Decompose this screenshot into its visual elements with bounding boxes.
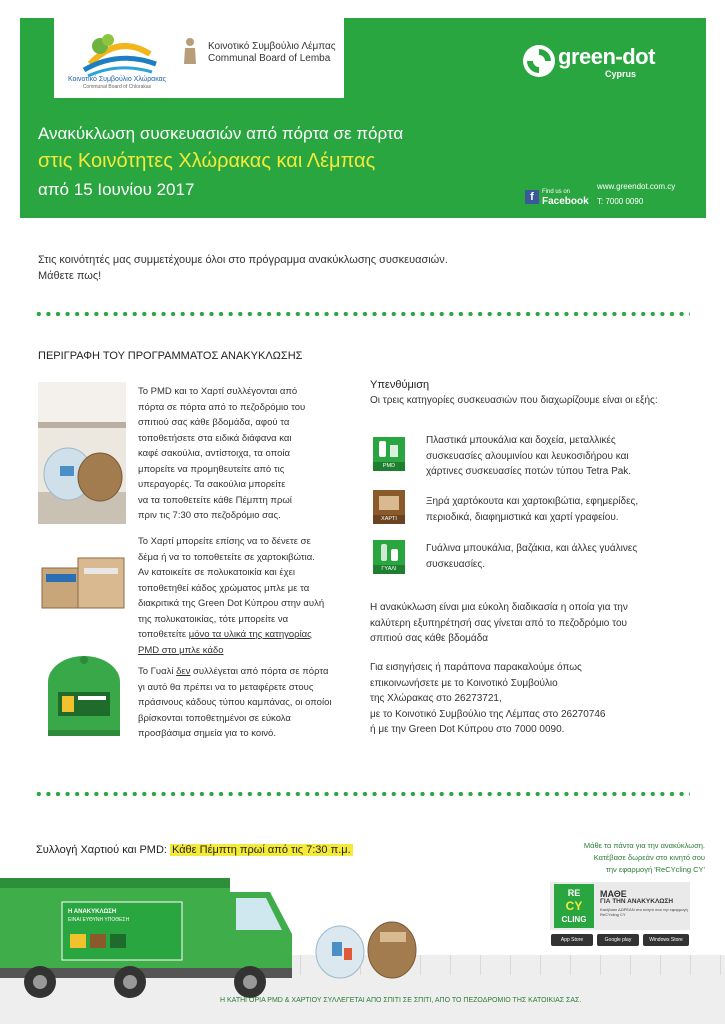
chlorakas-logo-sub: Communal Board of Chlorakas <box>82 84 152 90</box>
brand-name: green-dot <box>558 44 655 69</box>
lemba-council-name-en: Communal Board of Lemba <box>208 53 331 64</box>
app-subtitle: ΓΙΑ ΤΗΝ ΑΝΑΚΥΚΛΩΣΗ <box>600 898 674 905</box>
app-description: Κατέβασε ΔΩΡΕΑΝ στο κινητό σου την εφαρμογή ReCYcling CY <box>600 907 688 917</box>
header-title-line1: Ανακύκλωση συσκευασιών από πόρτα σε πόρτα <box>38 124 404 143</box>
lemba-council-name-gr: Κοινοτικό Συμβούλιο Λέμπας <box>208 41 336 52</box>
recycling-truck-illustration <box>0 872 300 1002</box>
paragraph-pmd-paper: Το PMD και το Χαρτί συλλέγονται από πόρτα σε πόρτα από το πεζοδρόμιο του σπιτιού σας κάθε βδομάδα, αφού τα τοποθετήσετε στα ειδικά διάφανα και καφέ σακούλια, αντίστοιχα, τα οποία μπορείτε να προμηθευτείτε από τις υπεραγορές. Τα σακούλια μπορείτε να τα τοποθετείτε κάθε Πέμπτη πρωί πριν τις 7:30 στο πεζοδρόμιο σας. <box>138 386 306 521</box>
truck-slogan-line2: ΕΙΝΑΙ ΕΥΘΥΝΗ ΥΠΟΘΕΣΗ <box>68 917 130 923</box>
svg-text:RE: RE <box>567 888 581 898</box>
intro-line1: Στις κοινότητές μας συμμετέχουμε όλοι στο πρόγραμμα ανακύκλωσης συσκευασιών. <box>38 254 448 266</box>
svg-text:CY: CY <box>565 899 583 913</box>
app-store-button[interactable]: App Store <box>551 934 593 946</box>
paper-bundles-photo <box>38 544 128 620</box>
app-promo-text: Μάθε τα πάντα για την ανακύκλωση. Κατέβασε δωρεάν στο κινητό σου την εφαρμογή 'ReCYcling CY' <box>583 841 705 874</box>
contact-paragraph: Για εισηγήσεις ή παράπονα παρακαλούμε όπως επικοινωνήσετε με το Κοινοτικό Συμβούλιο της Χλώρακας στο 26273721, με το Κοινοτικό Συμβούλιο της Λέμπας στο 26270746 ή με την Green Dot Κύπρου στο 7000 0090. <box>370 662 606 735</box>
google-play-button[interactable]: Google play <box>597 934 639 946</box>
collection-bags-illustration <box>310 914 420 980</box>
paragraph-paper: Το Χαρτί μπορείτε επίσης να το δένετε σε δέμα ή να το τοποθετείτε σε χαρτοκιβώτια. Αν κατοικείτε σε πολυκατοικία και έχει τοποθετηθεί κάδος χρώματος μπλε με τα διακριτικά της Green Dot Κύπρου στην αυλή της πολυκατοικίας, τότε μπορείτε να τοποθετείτε μόνο τα υλικά της κατηγορίας PMD στο μπλε κάδο <box>138 536 325 656</box>
paragraph-glass: Το Γυαλί δεν συλλέγεται από πόρτα σε πόρτα γι αυτό θα πρέπει να το μεταφέρετε στους πράσινους κάδους τύπου καμπάνας, οι οποίοι βρίσκονται τοποθετημένοι σε εύκολα προσβάσιμα σημεία για το κοινό. <box>138 666 332 739</box>
dotted-divider <box>34 792 690 796</box>
reminder-subtitle: Οι τρεις κατηγορίες συσκευασιών που διαχωρίζουμε είναι οι εξής: <box>370 395 658 406</box>
reminder-title: Υπενθύμιση <box>370 379 430 391</box>
easy-recycling-paragraph: Η ανακύκλωση είναι μια εύκολη διαδικασία η οποία για την καλύτερη εξυπηρέτησή σας γίνεται από το πεζοδρόμιο του σπιτιού σας κάθε βδομάδα <box>370 602 628 644</box>
header-title-line3: από 15 Ιουνίου 2017 <box>38 180 195 199</box>
windows-store-button[interactable]: Windows Store <box>643 934 689 946</box>
dotted-divider <box>34 312 690 316</box>
footer-note: Η ΚΑΤΗΓΟΡΙΑ PMD & ΧΑΡΤΙΟΥ ΣΥΛΛΕΓΕΤΑΙ ΑΠΟ ΣΠΙΤΙ ΣΕ ΣΠΙΤΙ, ΑΠΟ ΤΟ ΠΕΖΟΔΡΟΜΙΟ ΤΗΣ ΚΑΤΟΙΚΙΑΣ ΣΑΣ. <box>220 997 582 1004</box>
lemba-emblem-icon <box>182 36 198 66</box>
pmd-category-icon: PMD <box>373 437 405 471</box>
chlorakas-logo <box>70 24 166 84</box>
facebook-icon[interactable]: f <box>525 190 539 204</box>
phone-number: T: 7000 0090 <box>597 197 644 206</box>
website-link[interactable]: www.greendot.com.cy <box>597 182 676 191</box>
glass-category-icon: ΓΥΑΛΙ <box>373 540 405 574</box>
recycling-bags-photo <box>38 382 126 524</box>
collection-time-highlight: Κάθε Πέμπτη πρωί από τις 7:30 π.μ. <box>172 844 351 856</box>
header-title-line2: στις Κοινότητες Χλώρακας και Λέμπας <box>38 150 376 172</box>
glass-category-description: Γυάλινα μπουκάλια, βαζάκια, και άλλες γυάλινες συσκευασίες. <box>426 543 638 570</box>
chlorakas-logo-name: Κοινοτικό Συμβούλιο Χλώρακας <box>67 76 167 83</box>
paper-category-icon: ΧΑΡΤΙ <box>373 490 405 524</box>
glass-bell-bin-photo <box>44 652 124 742</box>
collection-schedule: Συλλογή Χαρτιού και PMD: Κάθε Πέμπτη πρωί από τις 7:30 π.μ. <box>36 844 351 856</box>
truck-slogan-line1: Η ΑΝΑΚΥΚΛΩΣΗ <box>68 909 117 915</box>
pmd-category-description: Πλαστικά μπουκάλια και δοχεία, μεταλλικές συσκευασίες αλουμινίου και λευκοσιδήρου και χάρτινες συσκευασίες ποτών τύπου Tetra Pak. <box>426 435 632 477</box>
green-dot-logo-icon <box>522 44 556 78</box>
section-title: ΠΕΡΙΓΡΑΦΗ ΤΟΥ ΠΡΟΓΡΑΜΜΑΤΟΣ ΑΝΑΚΥΚΛΩΣΗΣ <box>38 350 303 362</box>
intro-line2: Μάθετε πως! <box>38 270 102 282</box>
svg-text:CLING: CLING <box>561 915 587 924</box>
paper-category-description: Ξηρά χαρτόκουτα και χαρτοκιβώτια, εφημερίδες, περιοδικά, διαφημιστικά και χαρτί γραφείου. <box>426 496 639 523</box>
facebook-find-label: Find us on <box>542 189 571 195</box>
brand-country: Cyprus <box>605 69 637 79</box>
facebook-link[interactable]: Facebook <box>542 196 589 207</box>
app-title: ΜΑΘΕ <box>600 889 627 899</box>
recycling-app-logo <box>554 884 594 928</box>
